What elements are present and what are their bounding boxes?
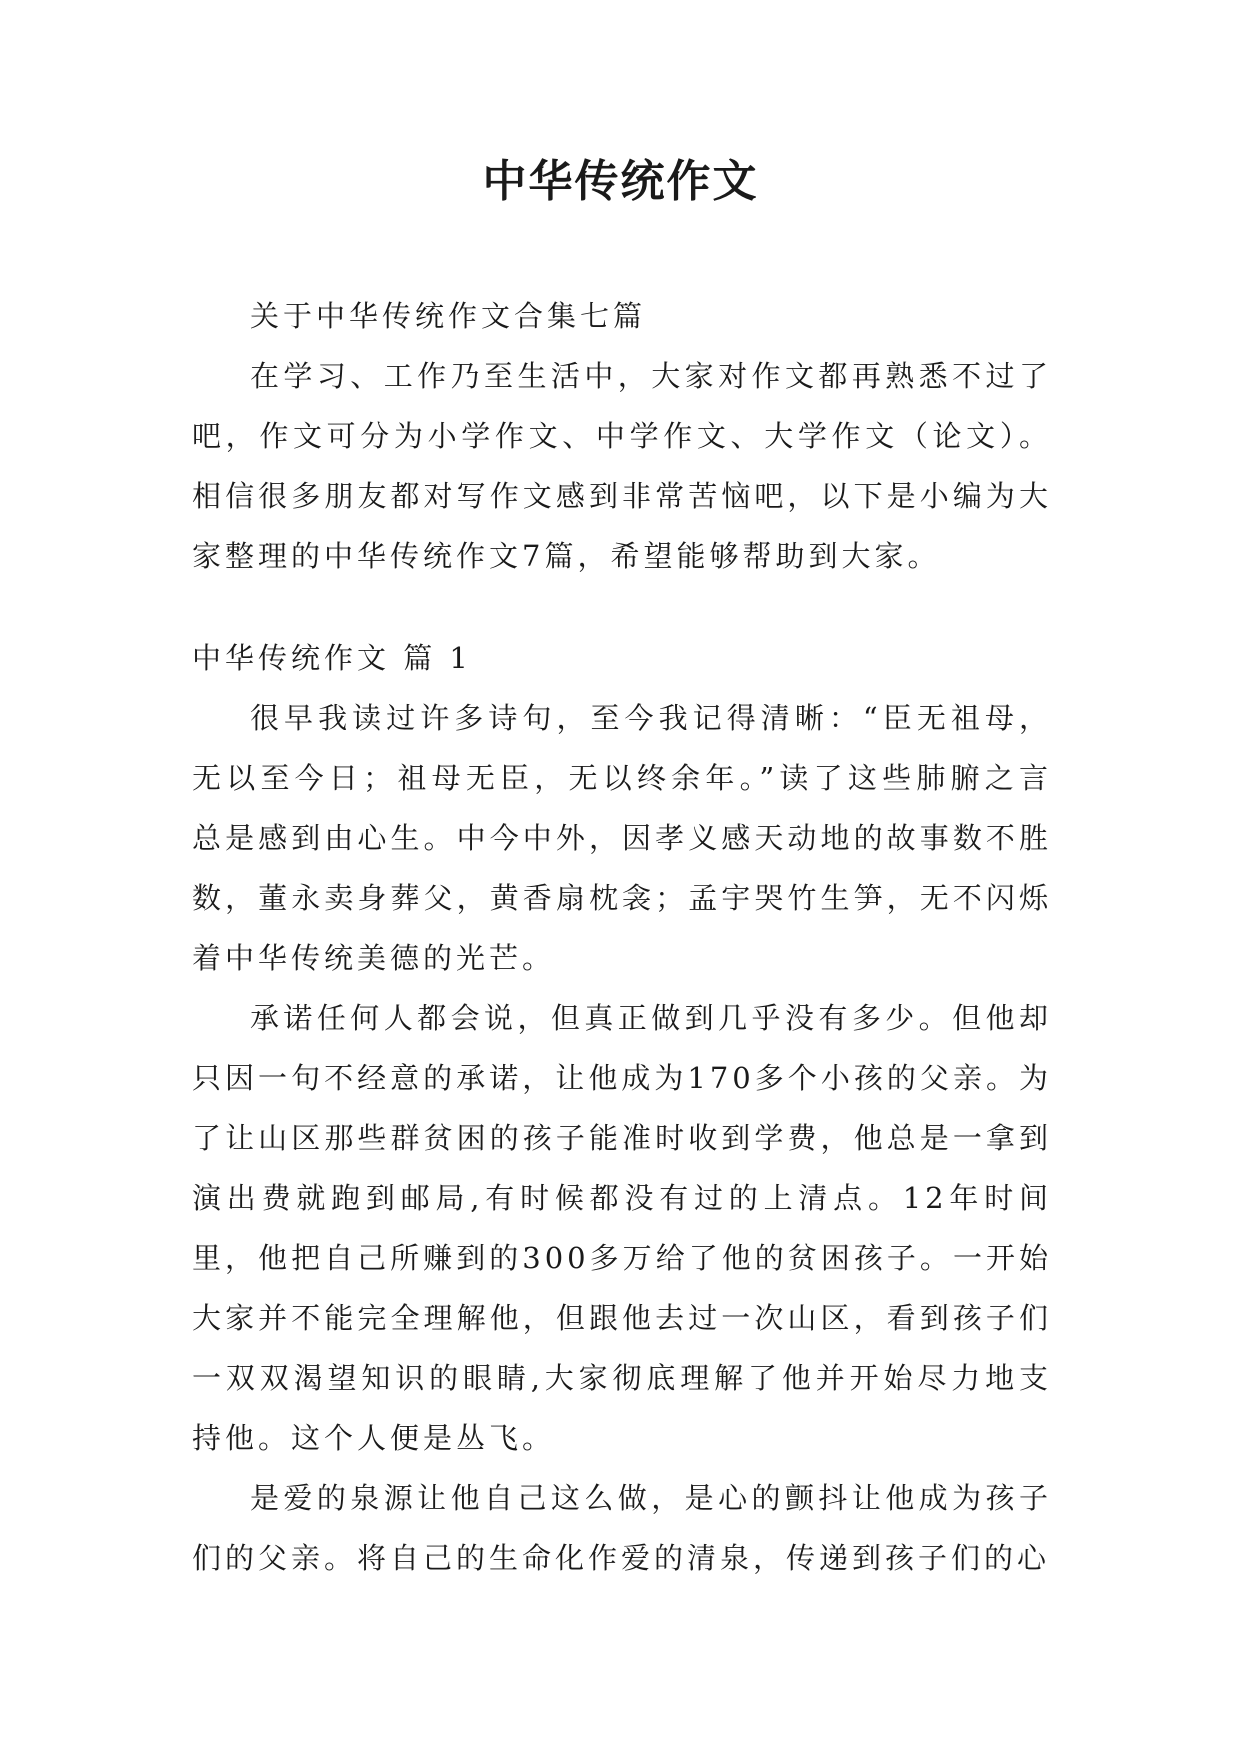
intro-subtitle: 关于中华传统作文合集七篇: [250, 299, 647, 333]
section-heading: 中华传统作文 篇 1: [192, 641, 472, 675]
section-paragraph: 很早我读过许多诗句，至今我记得清晰：“臣无祖母，无以至今日；祖母无臣，无以终余年。”读了这些肺腑之言总是感到由心生。中今中外，因孝义感天动地的故事数不胜数，董永卖身葬父，黄香扇枕衾；孟宇哭竹生笋，无不闪烁着中华传统美德的光芒。: [192, 701, 1052, 975]
section-paragraph: 承诺任何人都会说，但真正做到几乎没有多少。但他却只因一句不经意的承诺，让他成为170多个小孩的父亲。为了让山区那些群贫困的孩子能准时收到学费，他总是一拿到演出费就跑到邮局,有时候都没有过的上清点。12年时间里，他把自己所赚到的300多万给了他的贫困孩子。一开始大家并不能完全理解他，但跟他去过一次山区，看到孩子们一双双渴望知识的眼睛,大家彻底理解了他并开始尽力地支持他。这个人便是丛飞。: [192, 1001, 1052, 1455]
document-title: 中华传统作文: [482, 156, 759, 207]
section-paragraph: 是爱的泉源让他自己这么做，是心的颤抖让他成为孩子们的父亲。将自己的生命化作爱的清泉，传递到孩子们的心: [192, 1481, 1052, 1575]
document-body: [192, 286, 1052, 1588]
intro-paragraph: 在学习、工作乃至生活中，大家对作文都再熟悉不过了吧，作文可分为小学作文、中学作文、大学作文（论文）。相信很多朋友都对写作文感到非常苦恼吧，以下是小编为大家整理的中华传统作文7篇，希望能够帮助到大家。: [192, 359, 1052, 573]
